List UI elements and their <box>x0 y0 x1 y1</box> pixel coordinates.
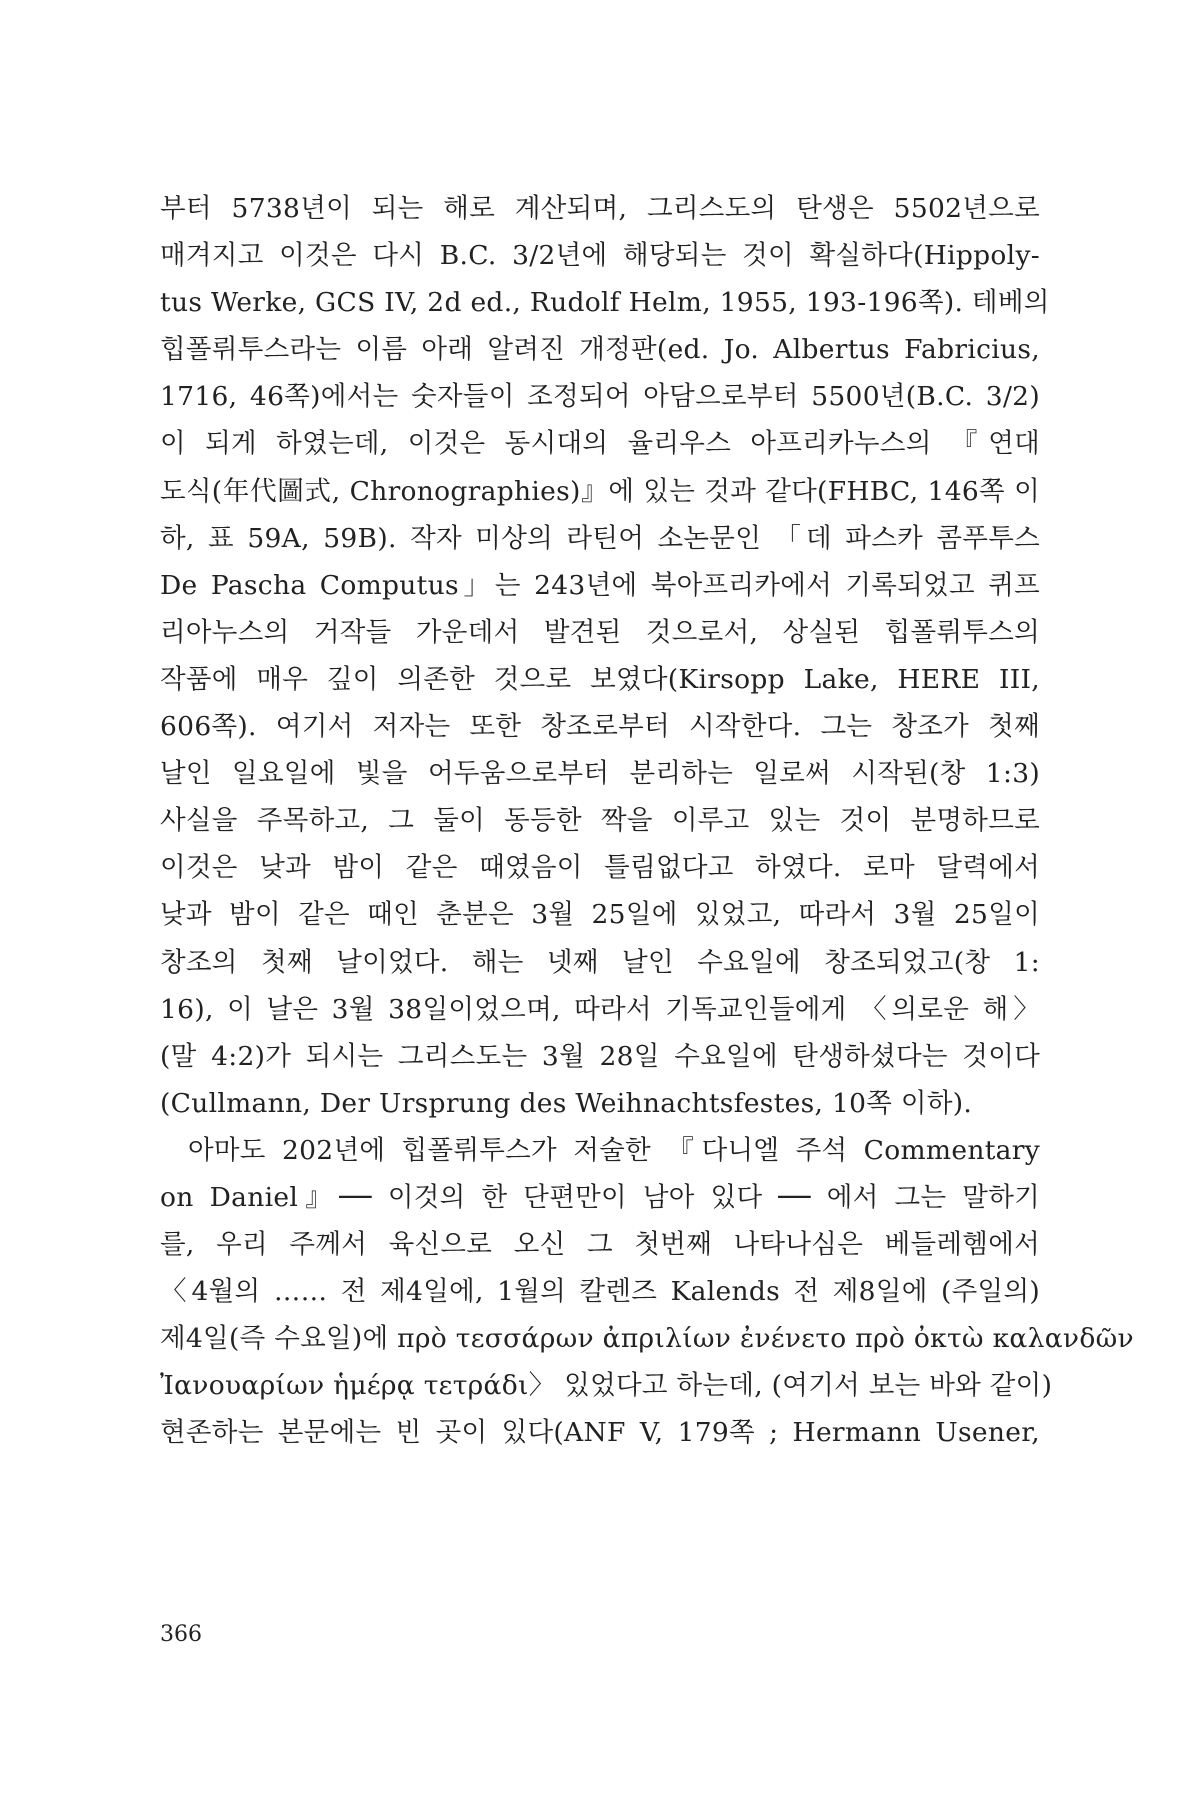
text-line: 이것은 낮과 밤이 같은 때였음이 틀림없다고 하였다. 로마 달력에서 <box>160 852 1040 884</box>
text-line: 날인 일요일에 빛을 어두움으로부터 분리하는 일로써 시작된(창 1:3) <box>160 758 1040 790</box>
page-number: 366 <box>160 1622 202 1647</box>
text-line: Ἰανουαρίων ἡμέρᾳ τετράδι〉 있었다고 하는데, (여기서 보는 바와 같이) <box>160 1370 1053 1402</box>
text-line: 이 되게 하였는데, 이것은 동시대의 율리우스 아프리카누스의 『연대 <box>160 428 1040 460</box>
text-line: 606쪽). 여기서 저자는 또한 창조로부터 시작한다. 그는 창조가 첫째 <box>160 711 1040 743</box>
text-line: 1716, 46쪽)에서는 숫자들이 조정되어 아담으로부터 5500년(B.C. 3/2) <box>160 381 1040 413</box>
text-line: 리아누스의 거작들 가운데서 발견된 것으로서, 상실된 힙폴뤼투스의 <box>160 616 1040 648</box>
text-line: 사실을 주목하고, 그 둘이 동등한 짝을 이루고 있는 것이 분명하므로 <box>160 805 1040 837</box>
text-line: (Cullmann, Der Ursprung des Weihnachtsfestes, 10쪽 이하). <box>160 1087 973 1119</box>
text-line: De Pascha Computus」는 243년에 북아프리카에서 기록되었고 퀴프 <box>160 569 1040 601</box>
text-line: 를, 우리 주께서 육신으로 오신 그 첫번째 나타나심은 베들레헴에서 <box>160 1229 1040 1261</box>
text-line: 부터 5738년이 되는 해로 계산되며, 그리스도의 탄생은 5502년으로 <box>160 193 1040 224</box>
text-line: (말 4:2)가 되시는 그리스도는 3월 28일 수요일에 탄생하셨다는 것이다 <box>160 1040 1040 1072</box>
text-line: 16), 이 날은 3월 38일이었으며, 따라서 기독교인들에게 〈의로운 해〉 <box>160 993 1040 1025</box>
text-line: 도식(年代圖式, Chronographies)』에 있는 것과 같다(FHBC, 146쪽 이 <box>160 475 1040 507</box>
text-line: 힙폴뤼투스라는 이름 아래 알려진 개정판(ed. Jo. Albertus Fabricius, <box>160 334 1040 366</box>
text-line: 〈4월의 …… 전 제4일에, 1월의 칼렌즈 Kalends 전 제8일에 (주일의) <box>160 1276 1040 1308</box>
text-line: 제4일(즉 수요일)에 πρὸ τεσσάρων ἀπριλίων ἐνένετο πρὸ ὀκτὼ καλανδῶν <box>160 1323 1134 1355</box>
text-line: 매겨지고 이것은 다시 B.C. 3/2년에 해당되는 것이 확실하다(Hippoly- <box>160 240 1040 272</box>
text-line: on Daniel』── 이것의 한 단편만이 남아 있다 ── 에서 그는 말하기 <box>160 1181 1040 1213</box>
body-text <box>160 185 1134 1457</box>
text-line: 아마도 202년에 힙폴뤼투스가 저술한 『다니엘 주석 Commentary <box>188 1134 1040 1166</box>
text-line: 하, 표 59A, 59B). 작자 미상의 라틴어 소논문인 「데 파스카 콤푸투스 <box>160 522 1040 554</box>
text-line: 작품에 매우 깊이 의존한 것으로 보였다(Kirsopp Lake, HERE III, <box>160 663 1040 695</box>
text-line: 낮과 밤이 같은 때인 춘분은 3월 25일에 있었고, 따라서 3월 25일이 <box>160 899 1040 931</box>
text-line: 창조의 첫째 날이었다. 해는 넷째 날인 수요일에 창조되었고(창 1: <box>160 946 1040 978</box>
text-line: 현존하는 본문에는 빈 곳이 있다(ANF V, 179쪽 ; Hermann Usener, <box>160 1417 1040 1449</box>
text-line: tus Werke, GCS IV, 2d ed., Rudolf Helm, 1955, 193-196쪽). 테베의 <box>160 287 1050 319</box>
